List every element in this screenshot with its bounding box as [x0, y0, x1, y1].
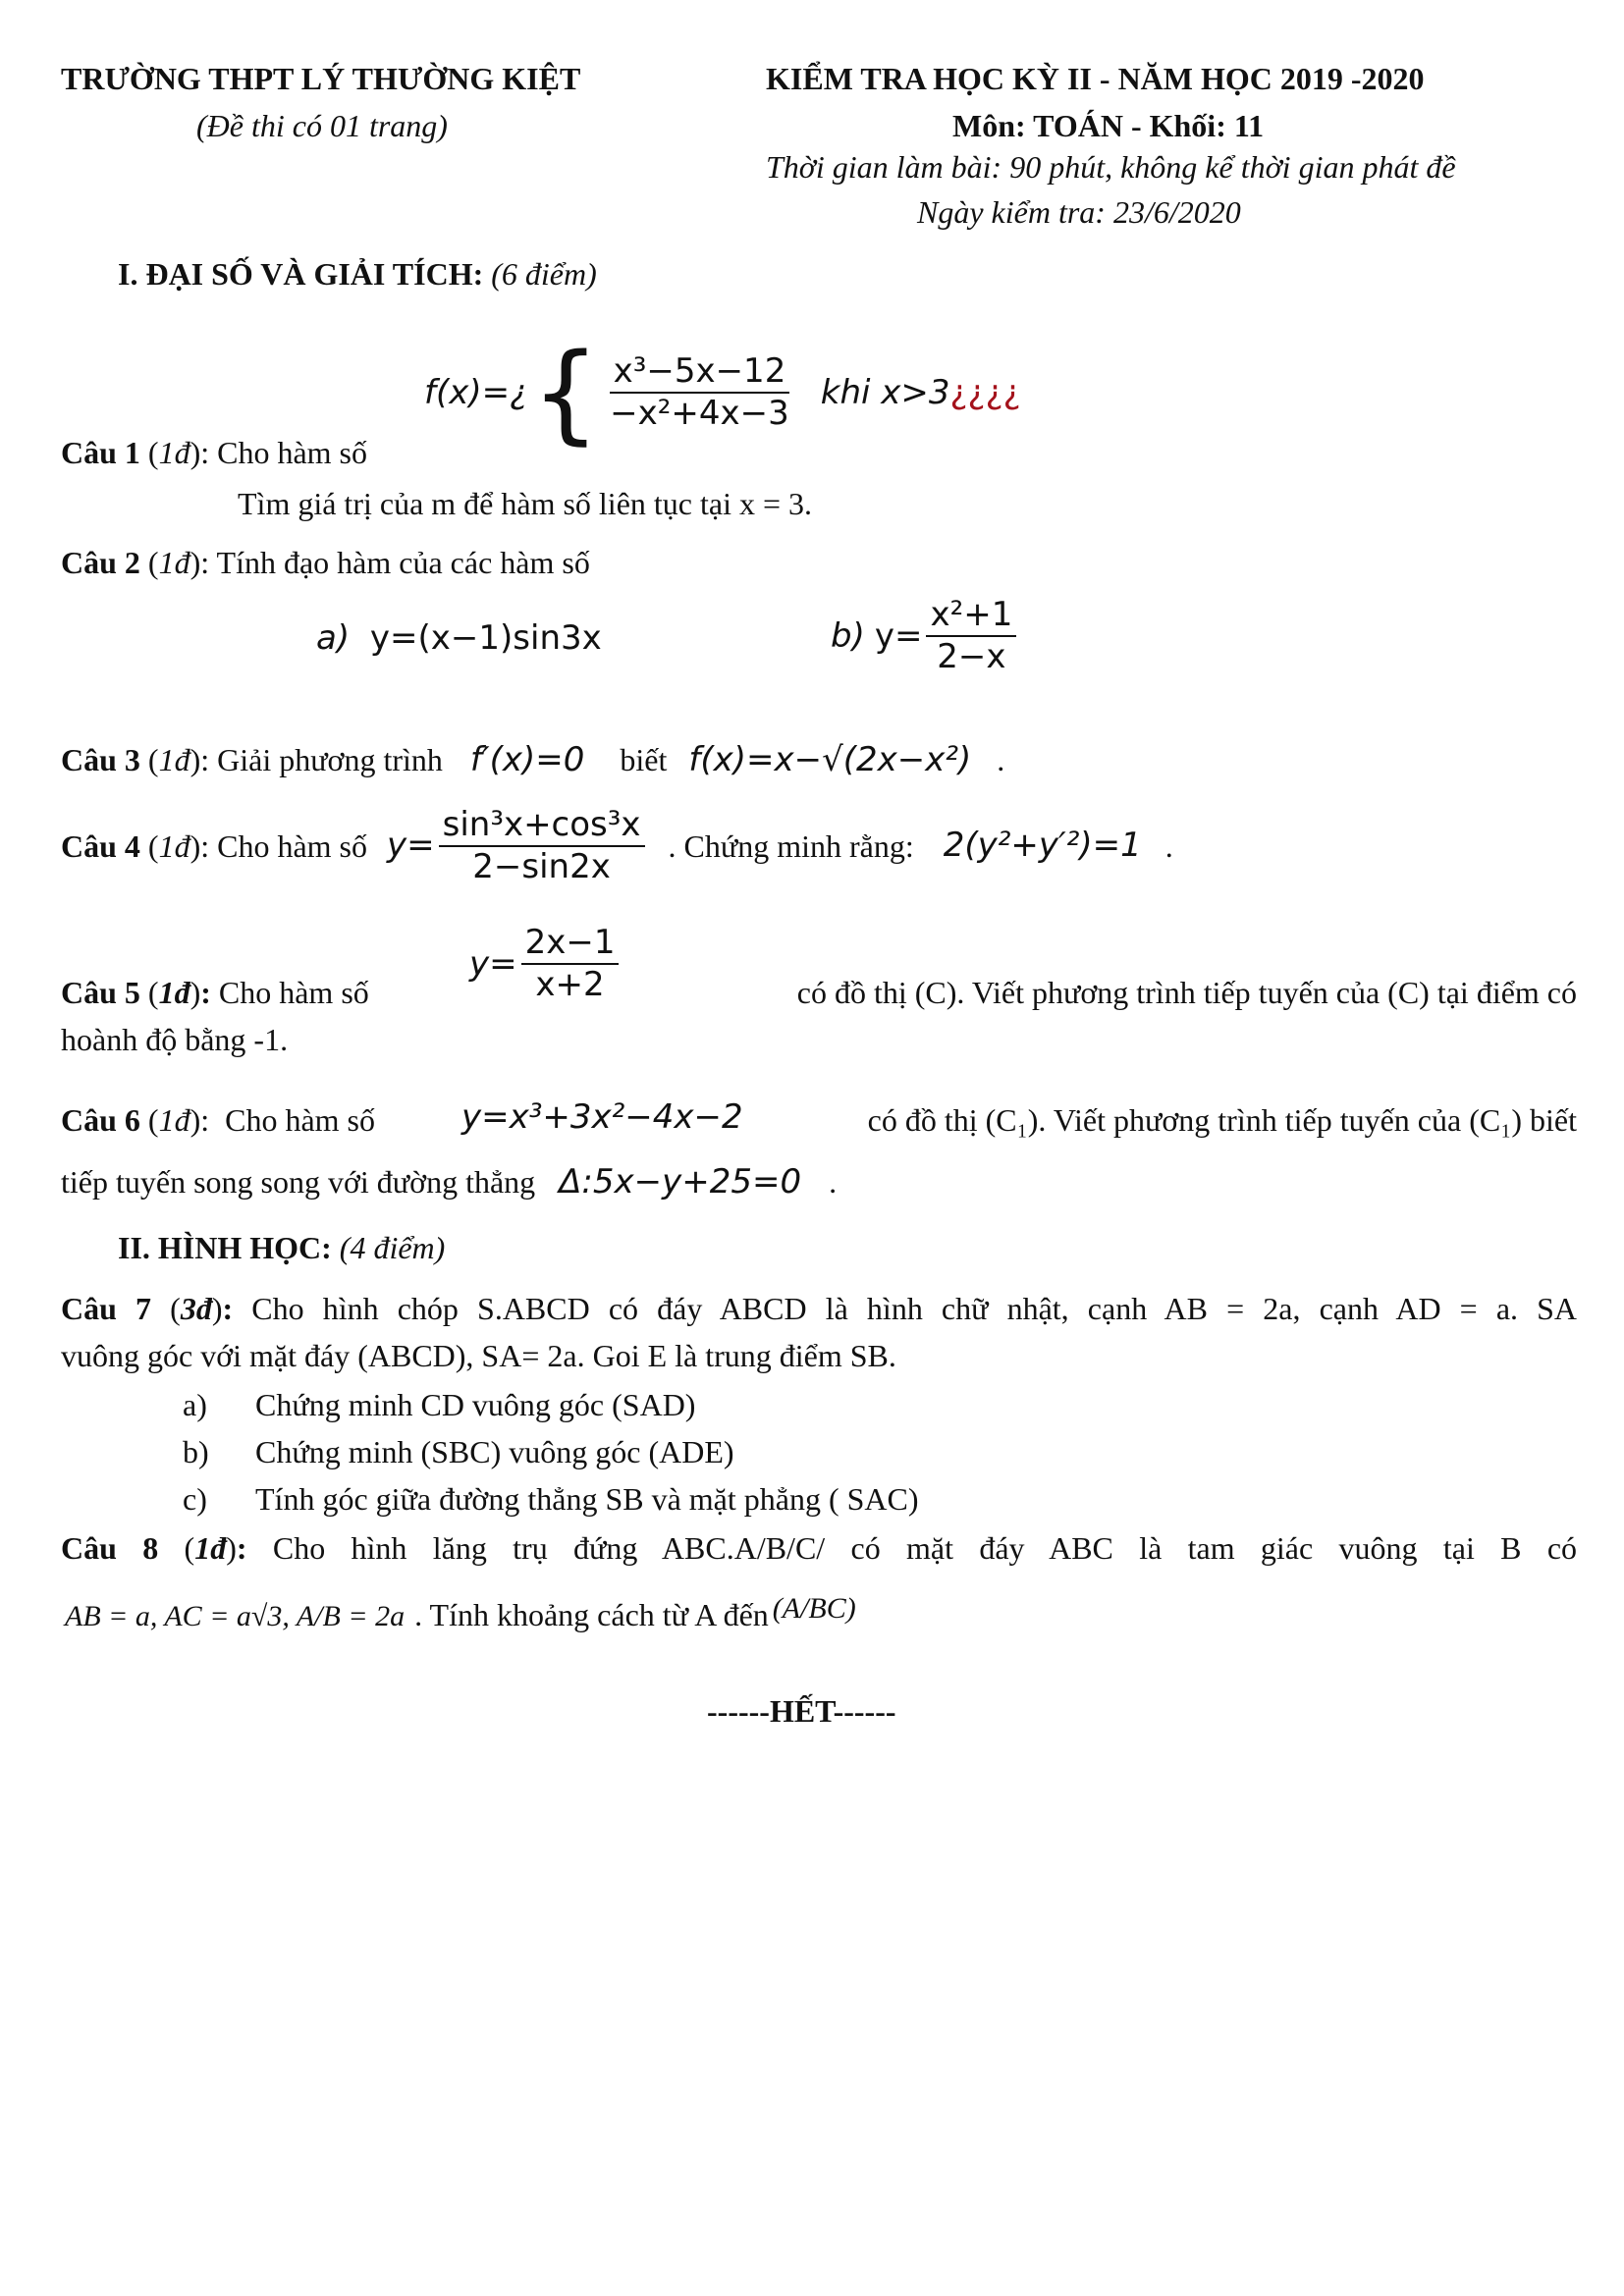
q7-item-c-mark: c) — [183, 1481, 207, 1517]
q4-text: Cho hàm số — [217, 828, 367, 864]
q3-text: Giải phương trình — [217, 742, 443, 777]
q4-line: Câu 4 ( 1đ ): Cho hàm số y= $\frac{\text{sin³x+cos³x}}{2-\sin 2x}$ . Chứng minh rằng: 2(y²+y′²)=1 . — [61, 805, 1173, 887]
q6-line-start: Câu 6 (1đ): Cho hàm số — [61, 1102, 375, 1138]
q1-line: Câu 1 (1đ): Cho hàm số — [61, 435, 367, 470]
q1-text: Cho hàm số — [217, 435, 367, 470]
q7-score: 3đ — [180, 1291, 212, 1326]
q6-line-rest: có đồ thị (C₁). Viết phương trình tiếp tuyến của (C₁) biết — [867, 1102, 1577, 1138]
q4-fraction — [439, 807, 645, 886]
q3-label: Câu 3 — [61, 742, 140, 777]
q3-line: Câu 3 ( 1đ ): Giải phương trình f′(x)=0 biết f(x)=x−√(2x−x²) . — [61, 738, 1004, 783]
q3-function: f(x)=x−√(2x−x²) — [688, 740, 972, 779]
q5-label: Câu 5 — [61, 975, 140, 1010]
exam-title: KIỂM TRA HỌC KỲ II - NĂM HỌC 2019 -2020 — [766, 61, 1425, 96]
q5-denominator: x+2 — [535, 965, 605, 1005]
q1-denominator: −x²+4x−3 — [610, 394, 789, 433]
section-1-heading — [118, 253, 597, 295]
q1-piecewise-formula — [424, 324, 1021, 461]
q5-score: 1đ — [158, 975, 190, 1010]
section-2-points: (4 điểm) — [339, 1230, 446, 1265]
school-name: TRƯỜNG THPT LÝ THƯỜNG KIỆT — [61, 61, 581, 96]
subject-line: Môn: TOÁN - Khối: 11 — [952, 108, 1265, 143]
q3-mid-text: biết — [620, 742, 668, 777]
section-1-title: I. ĐẠI SỐ VÀ GIẢI TÍCH: — [118, 256, 484, 292]
q4-function — [387, 807, 649, 886]
q2b-denominator: 2−x — [937, 637, 1006, 677]
q2b-fraction — [926, 597, 1016, 676]
left-brace: { — [531, 330, 601, 455]
q1-fraction — [606, 350, 793, 433]
q4-score: 1đ — [158, 828, 190, 864]
q5-lhs: y= — [469, 944, 517, 985]
q6-line-equation: Δ:5x−y+25=0 — [559, 1162, 802, 1201]
q1-condition: khi x>3 — [820, 373, 950, 412]
q8-line2-text: . Tính khoảng cách từ A đến — [414, 1597, 769, 1632]
q7-item-b-text: Chứng minh (SBC) vuông góc (ADE) — [255, 1434, 734, 1469]
q6-score: 1đ — [158, 1102, 190, 1138]
q3-equation: f′(x)=0 — [469, 740, 585, 779]
date-note: Ngày kiểm tra: 23/6/2020 — [917, 194, 1241, 230]
q4-denominator: 2−sin2x — [472, 847, 611, 887]
q6-line2: tiếp tuyến song song với đường thẳng Δ:5x−y+25=0 . — [61, 1160, 837, 1205]
q8-plane: (A/BC) — [772, 1592, 856, 1625]
q5-line-rest: có đồ thị (C). Viết phương trình tiếp tuyến của (C) tại điểm có — [796, 975, 1577, 1010]
q2-label: Câu 2 — [61, 545, 140, 580]
q2-line: Câu 2 (1đ): Tính đạo hàm của các hàm số — [61, 545, 590, 580]
q3-score: 1đ — [158, 742, 190, 777]
q5-numerator: 2x−1 — [521, 925, 620, 965]
q2a-formula — [316, 618, 602, 658]
q8-line2 — [65, 1594, 856, 1637]
q4-label: Câu 4 — [61, 828, 140, 864]
section-2-heading — [118, 1227, 445, 1269]
q1-score: 1đ — [158, 435, 190, 470]
q6-line2-text: tiếp tuyến song song với đường thẳng — [61, 1164, 536, 1200]
q7-item-b-mark: b) — [183, 1434, 209, 1469]
q4-claim: 2(y²+y′²)=1 — [943, 826, 1142, 866]
q8-given: AB = a, AC = a√3, A/B = 2a — [65, 1600, 406, 1632]
q2b-label: b) — [831, 616, 865, 657]
q5-line2: hoành độ bằng -1. — [61, 1022, 289, 1057]
end-marker: ------HẾT------ — [707, 1693, 896, 1729]
q1-lhs: f(x)=¿ — [424, 373, 528, 412]
q5-fraction — [521, 925, 620, 1004]
q7-line2: vuông góc với mặt đáy (ABCD), SA= 2a. Goi E là trung điểm SB. — [61, 1338, 896, 1373]
q5-function — [469, 925, 623, 1004]
q8-line: Câu 8 (1đ): Cho hình lăng trụ đứng ABC.A/B/C/ có mặt đáy ABC là tam giác vuông tại B có — [61, 1530, 1578, 1566]
pages-note: (Đề thi có 01 trang) — [196, 108, 448, 143]
q5-text: Cho hàm số — [218, 975, 369, 1010]
q2-score: 1đ — [158, 545, 190, 580]
q1-render-glitch: ¿¿¿¿ — [949, 373, 1021, 412]
q5-line-start: Câu 5 (1đ): Cho hàm số — [61, 975, 369, 1010]
q2b-numerator: x²+1 — [926, 597, 1016, 637]
q7-text: Cho hình chóp S.ABCD có đáy ABCD là hình chữ nhật, cạnh AB = 2a, cạnh AD = a. SA — [251, 1291, 1578, 1326]
q6-function: y=x³+3x²−4x−2 — [461, 1097, 743, 1137]
q1-label: Câu 1 — [61, 435, 140, 470]
q8-text: Cho hình lăng trụ đứng ABC.A/B/C/ có mặt đáy ABC là tam giác vuông tại B có — [272, 1530, 1578, 1566]
q7-item-a-mark: a) — [183, 1387, 207, 1422]
q7-item-a-text: Chứng minh CD vuông góc (SAD) — [255, 1387, 696, 1422]
q7-label: Câu 7 — [61, 1291, 152, 1326]
q1-line2: Tìm giá trị của m để hàm số liên tục tại x = 3. — [238, 486, 813, 521]
time-note: Thời gian làm bài: 90 phút, không kể thời gian phát đề — [766, 149, 1456, 185]
q2b-lhs: y= — [874, 616, 923, 657]
q4-numerator: sin³x+cos³x — [439, 807, 645, 847]
q7-line: Câu 7 (3đ): Cho hình chóp S.ABCD có đáy ABCD là hình chữ nhật, cạnh AB = 2a, cạnh AD = a. SA — [61, 1291, 1578, 1326]
q7-item-c-text: Tính góc giữa đường thẳng SB và mặt phẳng ( SAC) — [255, 1481, 919, 1517]
q2b-formula — [831, 597, 1020, 676]
q8-label: Câu 8 — [61, 1530, 159, 1566]
q2a-label: a) — [316, 618, 351, 658]
q6-text: Cho hàm số — [225, 1102, 375, 1138]
q8-score: 1đ — [194, 1530, 227, 1566]
q1-numerator: x³−5x−12 — [610, 353, 790, 394]
q2-text: Tính đạo hàm của các hàm số — [216, 545, 590, 580]
q2a-expression: y=(x−1)sin3x — [369, 618, 602, 658]
q4-lhs: y= — [387, 826, 435, 866]
q6-label: Câu 6 — [61, 1102, 140, 1138]
section-1-points: (6 điểm) — [491, 256, 597, 292]
q4-mid-text: . Chứng minh rằng: — [668, 828, 914, 864]
section-2-title: II. HÌNH HỌC: — [118, 1230, 332, 1265]
